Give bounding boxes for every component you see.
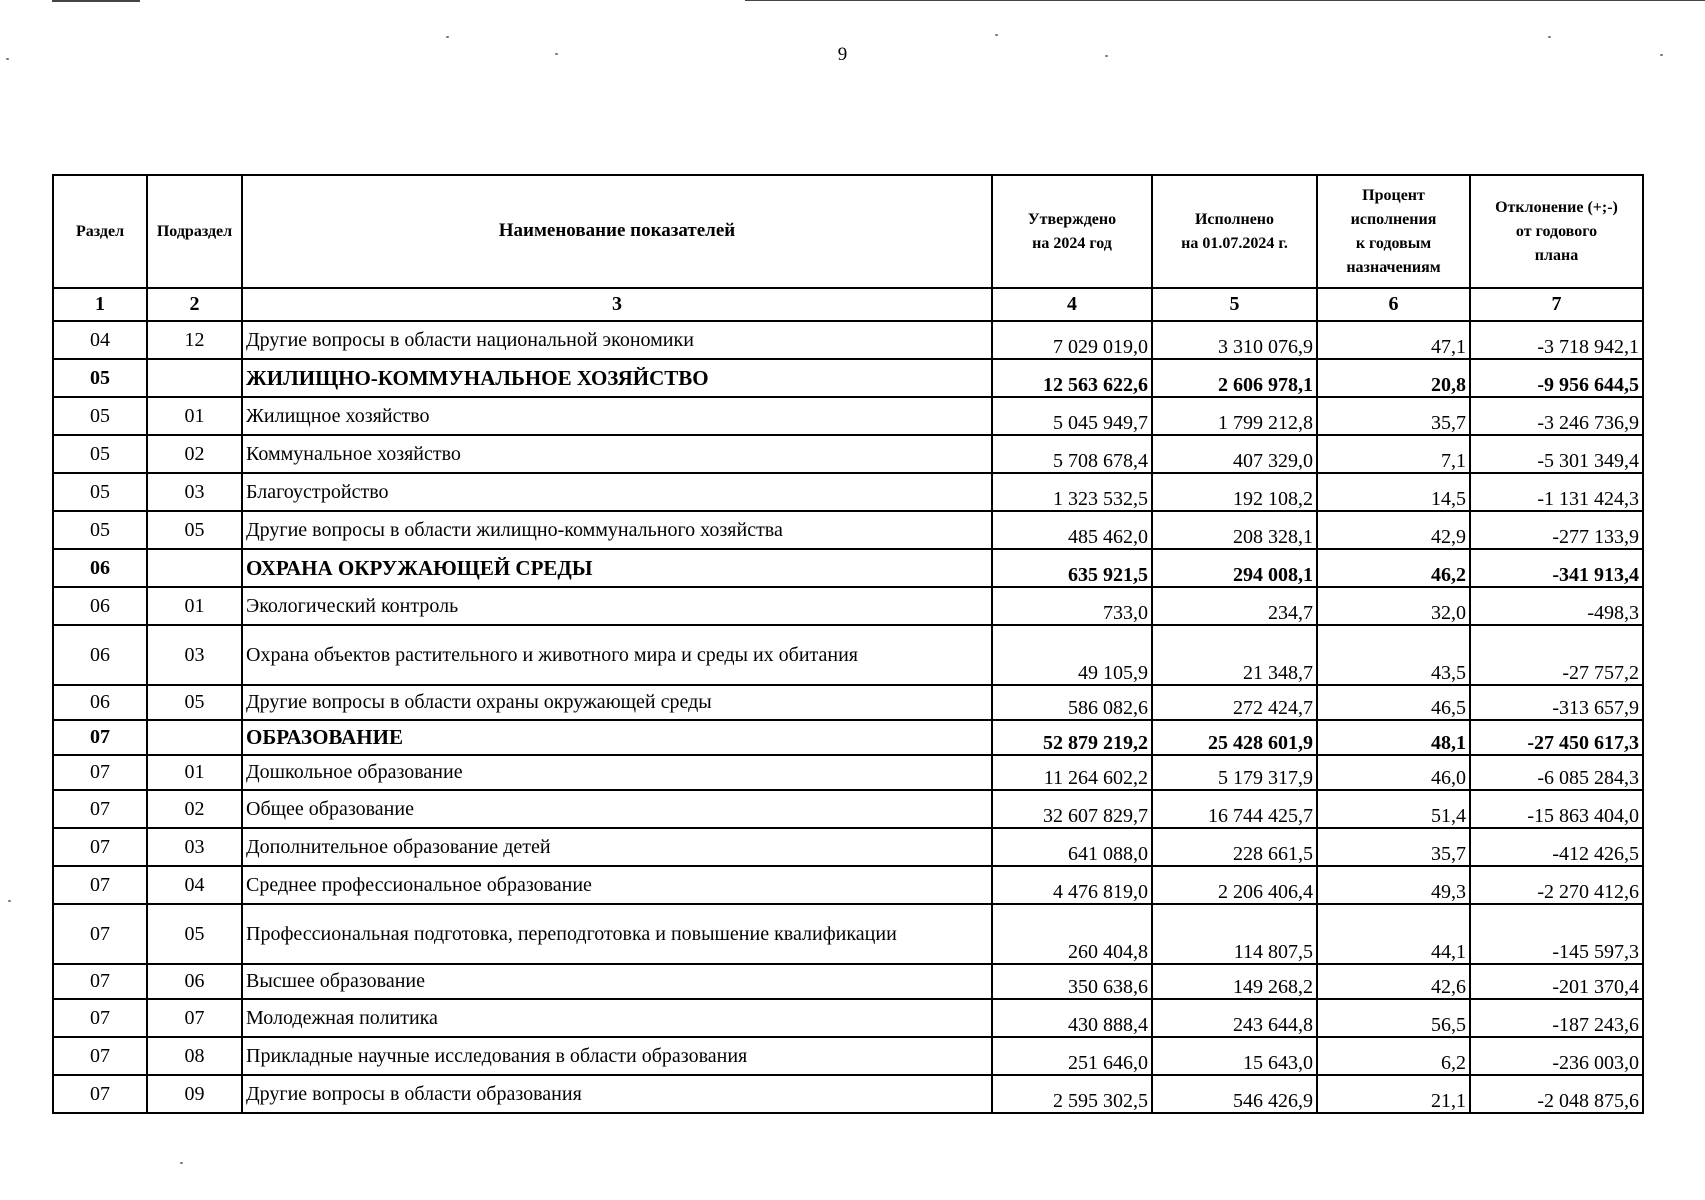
executed-amount: 114 807,5	[1152, 904, 1317, 964]
subsection-code: 08	[147, 1037, 242, 1075]
header-row	[53, 175, 1643, 288]
section-code: 06	[53, 685, 147, 720]
column-number-row	[53, 288, 1643, 321]
indicator-name: Другие вопросы в области жилищно-коммунального хозяйства	[242, 511, 992, 549]
column-number: 5	[1152, 288, 1317, 321]
table-row	[53, 685, 1643, 720]
executed-amount: 2 606 978,1	[1152, 359, 1317, 397]
section-code: 06	[53, 549, 147, 587]
table-row	[53, 999, 1643, 1037]
deviation-amount: -187 243,6	[1470, 999, 1643, 1037]
execution-percent: 42,6	[1317, 964, 1470, 999]
deviation-amount: -15 863 404,0	[1470, 790, 1643, 828]
table-row	[53, 828, 1643, 866]
subsection-code: 03	[147, 625, 242, 685]
section-code: 05	[53, 397, 147, 435]
subsection-code: 03	[147, 473, 242, 511]
section-code: 07	[53, 904, 147, 964]
header-section: Раздел	[53, 175, 147, 288]
deviation-amount: -5 301 349,4	[1470, 435, 1643, 473]
section-total-row	[53, 359, 1643, 397]
table-row	[53, 790, 1643, 828]
section-code: 06	[53, 625, 147, 685]
executed-amount: 208 328,1	[1152, 511, 1317, 549]
scan-speck	[995, 34, 998, 36]
scan-speck	[180, 1162, 183, 1164]
subsection-code	[147, 720, 242, 755]
scan-speck	[446, 36, 449, 38]
table-row	[53, 755, 1643, 790]
approved-amount: 430 888,4	[992, 999, 1152, 1037]
scan-edge-line	[52, 0, 140, 2]
deviation-amount: -236 003,0	[1470, 1037, 1643, 1075]
subsection-code	[147, 549, 242, 587]
scan-speck	[8, 900, 11, 902]
deviation-amount: -2 270 412,6	[1470, 866, 1643, 904]
header-deviation: Отклонение (+;-) от годового плана	[1470, 175, 1643, 288]
section-code: 07	[53, 790, 147, 828]
execution-percent: 48,1	[1317, 720, 1470, 755]
indicator-name: Дошкольное образование	[242, 755, 992, 790]
indicator-name: Прикладные научные исследования в области образования	[242, 1037, 992, 1075]
deviation-amount: -412 426,5	[1470, 828, 1643, 866]
approved-amount: 52 879 219,2	[992, 720, 1152, 755]
table-row	[53, 866, 1643, 904]
execution-percent: 46,5	[1317, 685, 1470, 720]
section-code: 07	[53, 999, 147, 1037]
executed-amount: 407 329,0	[1152, 435, 1317, 473]
subsection-code: 02	[147, 790, 242, 828]
subsection-code: 05	[147, 904, 242, 964]
approved-amount: 11 264 602,2	[992, 755, 1152, 790]
indicator-name: Экологический контроль	[242, 587, 992, 625]
section-code: 05	[53, 511, 147, 549]
subsection-code: 02	[147, 435, 242, 473]
indicator-name: Профессиональная подготовка, переподготовка и повышение квалификации	[242, 904, 992, 964]
section-code: 07	[53, 1075, 147, 1113]
execution-percent: 35,7	[1317, 828, 1470, 866]
table-row	[53, 321, 1643, 359]
indicator-name: Другие вопросы в области образования	[242, 1075, 992, 1113]
header-executed: Исполнено на 01.07.2024 г.	[1152, 175, 1317, 288]
approved-amount: 251 646,0	[992, 1037, 1152, 1075]
header-percent: Процент исполнения к годовым назначениям	[1317, 175, 1470, 288]
section-code: 06	[53, 587, 147, 625]
section-code: 07	[53, 1037, 147, 1075]
table-row	[53, 904, 1643, 964]
executed-amount: 15 643,0	[1152, 1037, 1317, 1075]
subsection-code: 07	[147, 999, 242, 1037]
deviation-amount: -498,3	[1470, 587, 1643, 625]
subsection-code: 09	[147, 1075, 242, 1113]
indicator-name: ОБРАЗОВАНИЕ	[242, 720, 992, 755]
indicator-name: Жилищное хозяйство	[242, 397, 992, 435]
section-code: 04	[53, 321, 147, 359]
deviation-amount: -341 913,4	[1470, 549, 1643, 587]
execution-percent: 46,0	[1317, 755, 1470, 790]
column-number: 2	[147, 288, 242, 321]
indicator-name: Общее образование	[242, 790, 992, 828]
indicator-name: Другие вопросы в области охраны окружающей среды	[242, 685, 992, 720]
execution-percent: 49,3	[1317, 866, 1470, 904]
approved-amount: 641 088,0	[992, 828, 1152, 866]
execution-percent: 46,2	[1317, 549, 1470, 587]
approved-amount: 12 563 622,6	[992, 359, 1152, 397]
executed-amount: 192 108,2	[1152, 473, 1317, 511]
indicator-name: Охрана объектов растительного и животного мира и среды их обитания	[242, 625, 992, 685]
approved-amount: 350 638,6	[992, 964, 1152, 999]
indicator-name: Среднее профессиональное образование	[242, 866, 992, 904]
subsection-code: 01	[147, 587, 242, 625]
deviation-amount: -145 597,3	[1470, 904, 1643, 964]
table-row	[53, 511, 1643, 549]
execution-percent: 56,5	[1317, 999, 1470, 1037]
executed-amount: 234,7	[1152, 587, 1317, 625]
executed-amount: 5 179 317,9	[1152, 755, 1317, 790]
section-code: 07	[53, 828, 147, 866]
indicator-name: Высшее образование	[242, 964, 992, 999]
execution-percent: 47,1	[1317, 321, 1470, 359]
approved-amount: 4 476 819,0	[992, 866, 1152, 904]
section-code: 07	[53, 755, 147, 790]
execution-percent: 21,1	[1317, 1075, 1470, 1113]
subsection-code	[147, 359, 242, 397]
deviation-amount: -27 757,2	[1470, 625, 1643, 685]
table-row	[53, 1037, 1643, 1075]
approved-amount: 260 404,8	[992, 904, 1152, 964]
executed-amount: 16 744 425,7	[1152, 790, 1317, 828]
subsection-code: 12	[147, 321, 242, 359]
execution-percent: 7,1	[1317, 435, 1470, 473]
execution-percent: 44,1	[1317, 904, 1470, 964]
approved-amount: 586 082,6	[992, 685, 1152, 720]
section-code: 05	[53, 435, 147, 473]
approved-amount: 7 029 019,0	[992, 321, 1152, 359]
table-body	[53, 321, 1643, 1113]
table-row	[53, 1075, 1643, 1113]
deviation-amount: -27 450 617,3	[1470, 720, 1643, 755]
execution-percent: 14,5	[1317, 473, 1470, 511]
subsection-code: 06	[147, 964, 242, 999]
execution-percent: 20,8	[1317, 359, 1470, 397]
approved-amount: 32 607 829,7	[992, 790, 1152, 828]
executed-amount: 294 008,1	[1152, 549, 1317, 587]
deviation-amount: -313 657,9	[1470, 685, 1643, 720]
deviation-amount: -1 131 424,3	[1470, 473, 1643, 511]
section-total-row	[53, 720, 1643, 755]
table-row	[53, 964, 1643, 999]
scan-edge-line	[745, 0, 1705, 1]
indicator-name: Дополнительное образование детей	[242, 828, 992, 866]
approved-amount: 49 105,9	[992, 625, 1152, 685]
indicator-name: Молодежная политика	[242, 999, 992, 1037]
indicator-name: Коммунальное хозяйство	[242, 435, 992, 473]
executed-amount: 149 268,2	[1152, 964, 1317, 999]
executed-amount: 272 424,7	[1152, 685, 1317, 720]
column-number: 3	[242, 288, 992, 321]
execution-percent: 42,9	[1317, 511, 1470, 549]
page-number: 9	[837, 44, 848, 65]
header-subsection: Подраздел	[147, 175, 242, 288]
header-approved: Утверждено на 2024 год	[992, 175, 1152, 288]
executed-amount: 546 426,9	[1152, 1075, 1317, 1113]
execution-percent: 6,2	[1317, 1037, 1470, 1075]
section-code: 07	[53, 866, 147, 904]
deviation-amount: -277 133,9	[1470, 511, 1643, 549]
indicator-name: Другие вопросы в области национальной экономики	[242, 321, 992, 359]
approved-amount: 733,0	[992, 587, 1152, 625]
executed-amount: 2 206 406,4	[1152, 866, 1317, 904]
scan-speck	[1548, 36, 1551, 38]
indicator-name: ЖИЛИЩНО-КОММУНАЛЬНОЕ ХОЗЯЙСТВО	[242, 359, 992, 397]
approved-amount: 1 323 532,5	[992, 473, 1152, 511]
executed-amount: 243 644,8	[1152, 999, 1317, 1037]
executed-amount: 21 348,7	[1152, 625, 1317, 685]
subsection-code: 05	[147, 685, 242, 720]
subsection-code: 04	[147, 866, 242, 904]
approved-amount: 2 595 302,5	[992, 1075, 1152, 1113]
subsection-code: 01	[147, 397, 242, 435]
subsection-code: 05	[147, 511, 242, 549]
section-total-row	[53, 549, 1643, 587]
table-row	[53, 435, 1643, 473]
column-number: 1	[53, 288, 147, 321]
indicator-name: ОХРАНА ОКРУЖАЮЩЕЙ СРЕДЫ	[242, 549, 992, 587]
budget-execution-table	[52, 174, 1644, 1114]
section-code: 05	[53, 473, 147, 511]
deviation-amount: -3 246 736,9	[1470, 397, 1643, 435]
executed-amount: 1 799 212,8	[1152, 397, 1317, 435]
column-number: 4	[992, 288, 1152, 321]
indicator-name: Благоустройство	[242, 473, 992, 511]
subsection-code: 03	[147, 828, 242, 866]
table-row	[53, 473, 1643, 511]
execution-percent: 43,5	[1317, 625, 1470, 685]
approved-amount: 5 045 949,7	[992, 397, 1152, 435]
column-number: 6	[1317, 288, 1470, 321]
execution-percent: 51,4	[1317, 790, 1470, 828]
approved-amount: 5 708 678,4	[992, 435, 1152, 473]
deviation-amount: -201 370,4	[1470, 964, 1643, 999]
executed-amount: 3 310 076,9	[1152, 321, 1317, 359]
table-row	[53, 625, 1643, 685]
executed-amount: 25 428 601,9	[1152, 720, 1317, 755]
header-name: Наименование показателей	[242, 175, 992, 288]
deviation-amount: -6 085 284,3	[1470, 755, 1643, 790]
execution-percent: 35,7	[1317, 397, 1470, 435]
approved-amount: 635 921,5	[992, 549, 1152, 587]
table-row	[53, 397, 1643, 435]
execution-percent: 32,0	[1317, 587, 1470, 625]
deviation-amount: -2 048 875,6	[1470, 1075, 1643, 1113]
deviation-amount: -9 956 644,5	[1470, 359, 1643, 397]
deviation-amount: -3 718 942,1	[1470, 321, 1643, 359]
section-code: 05	[53, 359, 147, 397]
table-row	[53, 587, 1643, 625]
section-code: 07	[53, 720, 147, 755]
section-code: 07	[53, 964, 147, 999]
executed-amount: 228 661,5	[1152, 828, 1317, 866]
approved-amount: 485 462,0	[992, 511, 1152, 549]
subsection-code: 01	[147, 755, 242, 790]
column-number: 7	[1470, 288, 1643, 321]
